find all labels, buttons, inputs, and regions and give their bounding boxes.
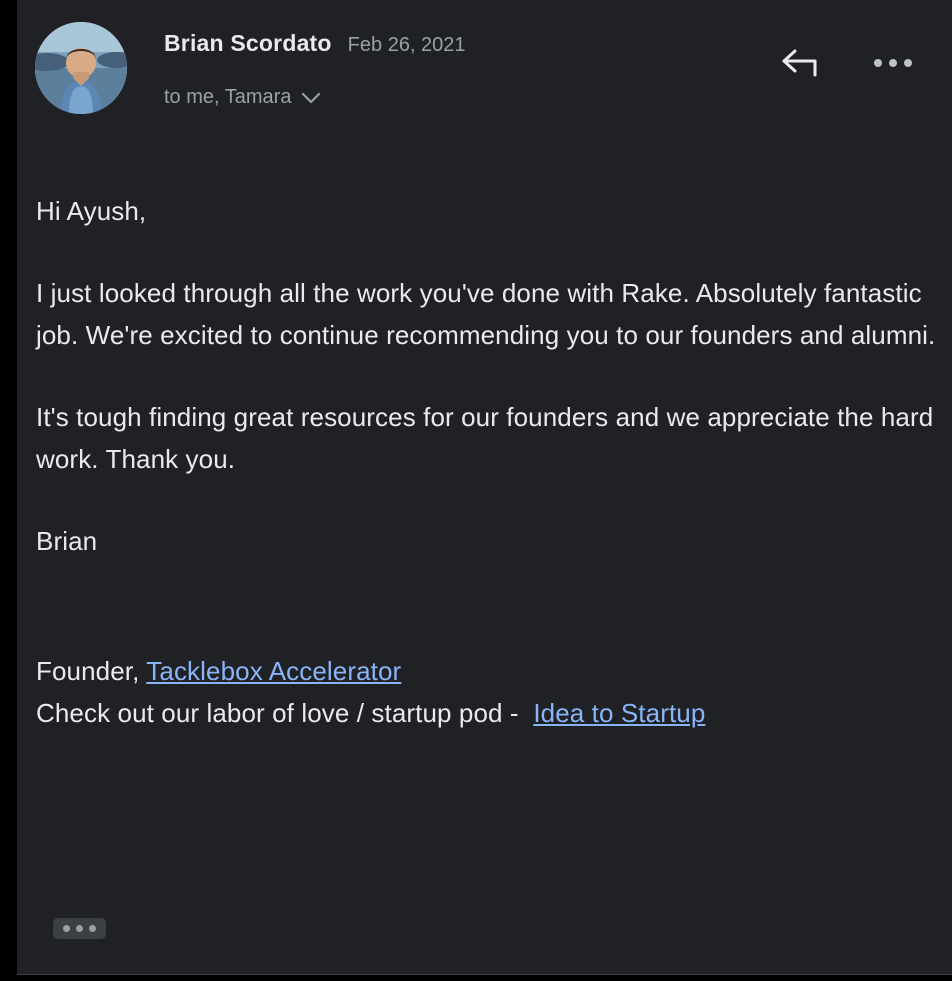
- message-date: Feb 26, 2021: [347, 34, 466, 56]
- trimmed-dot-icon: [89, 925, 96, 932]
- message-body: [36, 190, 941, 734]
- avatar[interactable]: [35, 22, 127, 114]
- more-options-button[interactable]: [870, 40, 916, 86]
- sender-line: [164, 30, 466, 57]
- idea-to-startup-link[interactable]: Idea to Startup: [533, 698, 706, 728]
- message-header: [17, 0, 952, 140]
- sender-name[interactable]: Brian Scordato: [164, 30, 332, 56]
- recipient-line: [164, 86, 321, 109]
- show-trimmed-content-button[interactable]: [53, 918, 106, 939]
- signature-line-1: [36, 650, 936, 692]
- reply-button[interactable]: [778, 40, 824, 86]
- signature-line-2: [36, 692, 936, 734]
- signature-line2-prefix: Check out our labor of love / startup pod -: [36, 698, 534, 728]
- chevron-down-icon[interactable]: [301, 92, 321, 104]
- signature-spacer: [36, 562, 936, 650]
- paragraph-2: It's tough finding great resources for our founders and we appreciate the hard work. Thank you.: [36, 402, 941, 474]
- paragraph-1: I just looked through all the work you've done with Rake. Absolutely fantastic job. We're excited to continue recommending you to our founders and alumni.: [36, 278, 936, 350]
- more-horizontal-icon: [874, 59, 912, 67]
- trimmed-dot-icon: [76, 925, 83, 932]
- greeting-text: Hi Ayush,: [36, 196, 147, 226]
- recipient-list: to me, Tamara: [164, 86, 292, 108]
- signoff-text: Brian: [36, 526, 98, 556]
- email-message-view: [17, 0, 952, 975]
- trimmed-dot-icon: [63, 925, 70, 932]
- signature-prefix: Founder,: [36, 656, 147, 686]
- bottom-divider: [17, 974, 952, 975]
- reply-arrow-icon: [781, 46, 821, 80]
- tacklebox-accelerator-link[interactable]: Tacklebox Accelerator: [146, 656, 402, 686]
